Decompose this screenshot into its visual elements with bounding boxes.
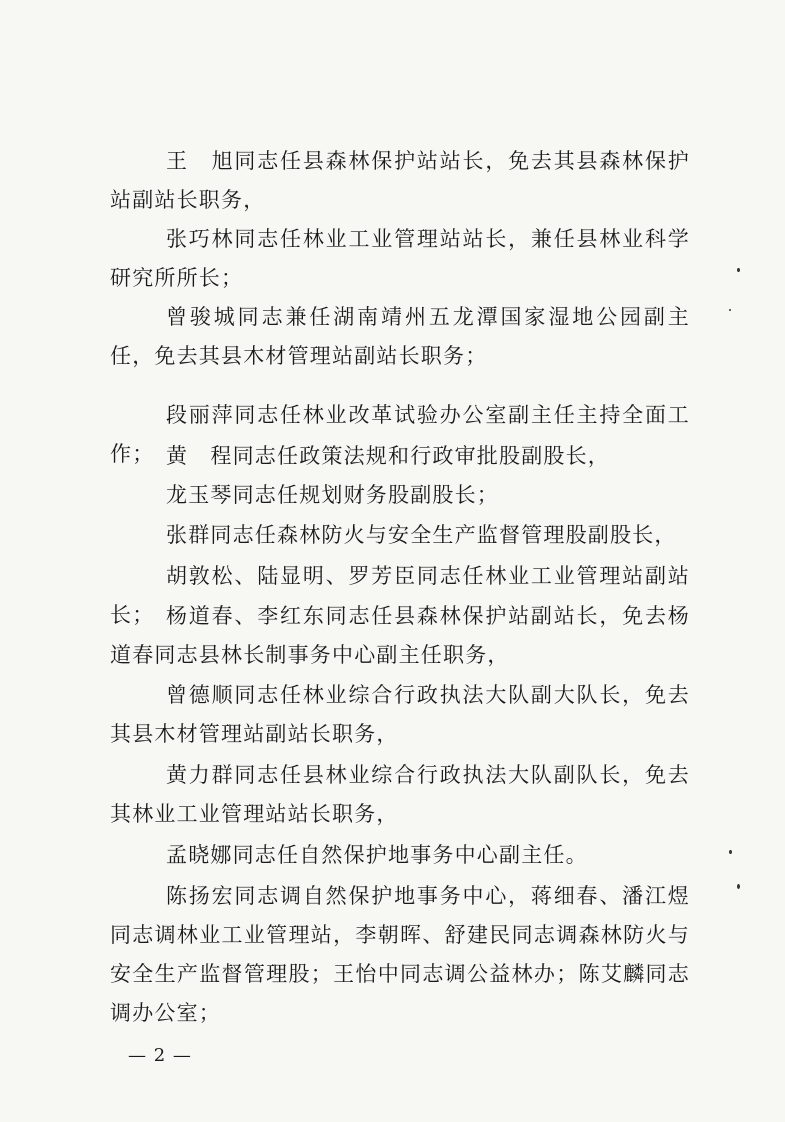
- paragraph-6: 龙玉琴同志任规划财务股副股长；: [166, 483, 499, 507]
- paragraph-12: 孟晓娜同志任自然保护地事务中心副主任。: [166, 843, 588, 867]
- paragraph-3: 曾骏城同志兼任湖南靖州五龙潭国家湿地公园副主任，免去其县木材管理站副站长职务；: [110, 305, 690, 368]
- paragraph-10: 曾德顺同志任林业综合行政执法大队副大队长，免去其县木材管理站副站长职务，: [110, 683, 690, 746]
- page-number: — 2 —: [128, 1045, 192, 1066]
- paragraph-4: 段丽萍同志任林业改革试验办公室副主任主持全面工作；: [110, 403, 690, 466]
- scan-speck: [737, 884, 740, 889]
- paragraph-8: 胡敦松、陆显明、罗芳臣同志任林业工业管理站副站长；: [110, 564, 690, 627]
- paragraph-1: 王 旭同志任县森林保护站站长，免去其县森林保护站副站长职务，: [110, 149, 690, 212]
- scan-speck: [729, 309, 731, 311]
- paragraph-13: 陈扬宏同志调自然保护地事务中心，蒋细春、潘江煜同志调林业工业管理站，李朝晖、舒建民同志调森林防火与安全生产监督管理股；王怡中同志调公益林办；陈艾麟同志调办公室；: [110, 884, 690, 1025]
- paragraph-9: 杨道春、李红东同志任县森林保护站副站长，免去杨道春同志县林长制事务中心副主任职务，: [110, 604, 690, 667]
- paragraph-2: 张巧林同志任林业工业管理站站长，兼任县林业科学研究所所长；: [110, 227, 690, 290]
- paragraph-11: 黄力群同志任县林业综合行政执法大队副队长，免去其林业工业管理站站长职务，: [110, 763, 690, 826]
- paragraph-5: 黄 程同志任政策法规和行政审批股副股长，: [166, 444, 610, 468]
- scan-speck: [729, 850, 732, 854]
- scan-speck: [737, 268, 740, 272]
- paragraph-7: 张群同志任森林防火与安全生产监督管理股副股长，: [166, 523, 677, 547]
